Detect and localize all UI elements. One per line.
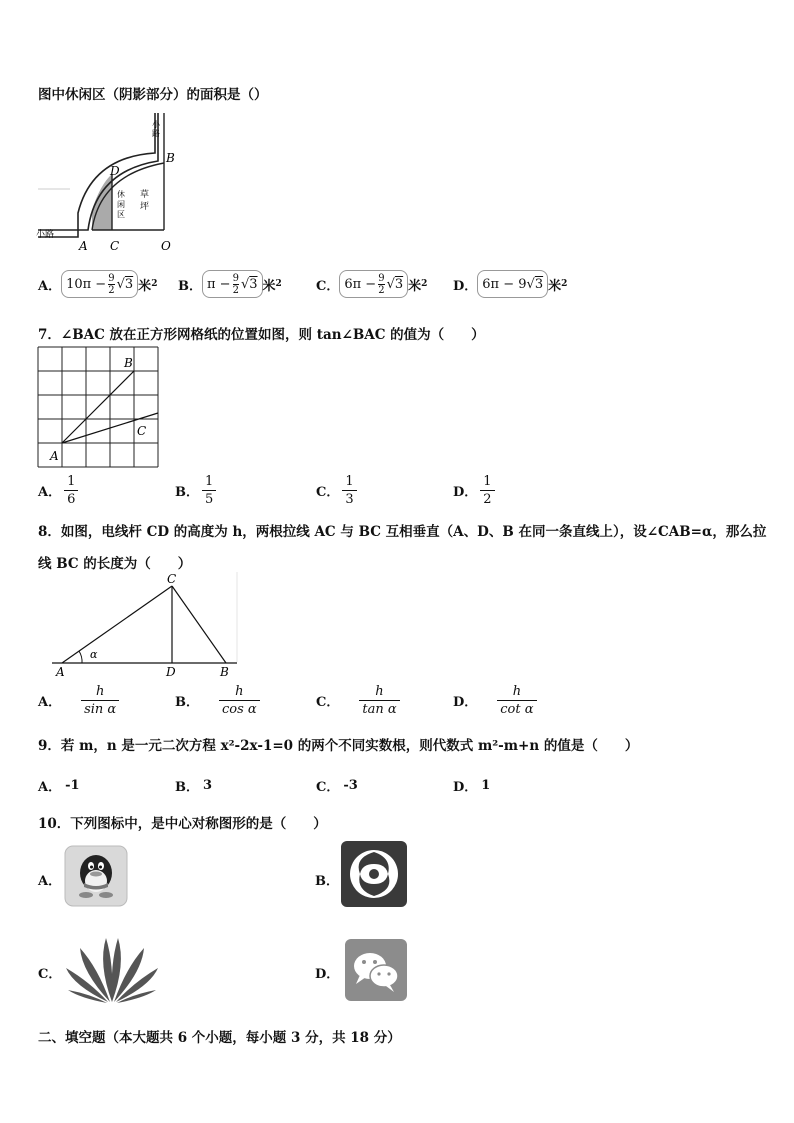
q6-rest-label: 休闲区 (117, 190, 125, 219)
option-label: A． (38, 278, 62, 294)
chat-bubbles-icon[interactable] (344, 938, 408, 1002)
option-value: -3 (343, 778, 358, 793)
option-label: A． (38, 485, 62, 500)
frac-num: 1 (205, 474, 214, 489)
q8-stem-line1: 8．如图，电线杆 CD 的高度为 h，两根拉线 AC 与 BC 互相垂直（A、D、B 在同一条直线上），设∠CAB=α，那么拉 (38, 524, 767, 540)
option-label: D． (453, 278, 478, 294)
q10-option-c-label: C． (38, 967, 62, 982)
q6-point-B: B (166, 151, 175, 165)
option-label: D． (453, 695, 478, 710)
option-expression (477, 270, 548, 298)
sqrt-icon: √ (526, 276, 535, 292)
option-label: C． (316, 278, 340, 294)
q8-option-d[interactable] (453, 684, 540, 717)
q6-road-top-label: 小路 (152, 120, 160, 138)
frac-den: sin α (81, 700, 119, 717)
q9-stem: 9．若 m，n 是一元二次方程 x²-2x-1=0 的两个不同实数根，则代数式 m²-m+n 的值是（ ） (38, 738, 639, 754)
q9-option-b[interactable] (175, 776, 212, 795)
unit-sup: 2 (421, 279, 428, 289)
frac-den: 5 (202, 490, 216, 507)
unit-sup: 2 (561, 279, 568, 289)
q8-point-B: B (220, 665, 229, 679)
frac-num: h (512, 684, 522, 699)
frac-den: 2 (480, 490, 494, 507)
q9-option-a[interactable] (38, 776, 80, 795)
q6-option-d[interactable] (453, 270, 567, 298)
q6-option-b[interactable] (178, 270, 282, 298)
q8-point-D: D (166, 665, 176, 679)
q8-angle-alpha: α (90, 648, 98, 661)
q8-option-c[interactable] (316, 684, 403, 717)
q10-option-b-label: B． (315, 874, 339, 889)
option-value: 3 (203, 778, 213, 793)
q7-option-b[interactable] (175, 474, 219, 507)
q6-stem: 图中休闲区（阴影部分）的面积是（） (38, 87, 268, 103)
frac-num: 9 (232, 272, 239, 284)
expr-pre: 6π − 9 (482, 276, 527, 292)
q8-point-A: A (56, 665, 65, 679)
frac-den: 2 (108, 284, 115, 296)
swirl-icon[interactable] (340, 840, 408, 908)
option-label: C． (316, 695, 340, 710)
q9-option-c[interactable] (316, 776, 358, 795)
q7-option-c[interactable] (316, 474, 360, 507)
unit-sup: 2 (151, 279, 158, 289)
option-label: D． (453, 780, 478, 795)
expr-pre: π − (207, 276, 231, 292)
option-label: B． (178, 278, 202, 294)
option-label: C． (316, 780, 340, 795)
q6-option-c[interactable] (316, 270, 427, 298)
unit: 米 (262, 278, 276, 294)
sqrt-icon: √ (116, 276, 125, 292)
option-expression (339, 270, 408, 298)
q6-point-D: D (110, 164, 120, 178)
sqrt-icon: √ (240, 276, 250, 292)
option-value: 1 (481, 778, 491, 793)
section2-title: 二、填空题（本大题共 6 个小题，每小题 3 分，共 18 分） (38, 1030, 401, 1046)
q6-point-O: O (161, 239, 171, 253)
q10-option-a-label: A． (38, 874, 62, 889)
q8-stem-line2: 线 BC 的长度为（ ） (38, 556, 192, 572)
frac-num: 9 (378, 272, 385, 284)
radicand: 3 (124, 276, 134, 292)
option-expression (202, 270, 263, 298)
option-label: B． (175, 485, 199, 500)
q6-point-C: C (110, 239, 120, 253)
q6-option-a[interactable] (38, 270, 157, 298)
frac-num: 9 (108, 272, 115, 284)
expr-pre: 10π − (66, 276, 107, 292)
q10-option-d-label: D． (315, 967, 340, 982)
sqrt-icon: √ (386, 276, 395, 292)
unit-sup: 2 (275, 279, 282, 289)
q6-road-left-label: 小路 (36, 229, 55, 239)
frac-den: tan α (359, 700, 399, 717)
q7-grid-figure (36, 345, 162, 471)
q6-figure (30, 105, 190, 255)
q7-point-B: B (124, 356, 133, 370)
radicand: 3 (534, 276, 544, 292)
radicand: 3 (249, 276, 258, 292)
frac-den: 2 (378, 284, 385, 296)
frac-den: cot α (497, 700, 536, 717)
q8-figure (50, 570, 245, 682)
option-label: A． (38, 780, 62, 795)
frac-num: h (235, 684, 244, 699)
q7-stem: 7．∠BAC 放在正方形网格纸的位置如图，则 tan∠BAC 的值为（ ） (38, 327, 485, 343)
option-label: D． (453, 485, 478, 500)
frac-num: h (95, 684, 105, 699)
petal-fan-icon[interactable] (62, 934, 162, 1006)
option-label: B． (175, 695, 199, 710)
option-label: A． (38, 695, 62, 710)
q10-stem: 10．下列图标中，是中心对称图形的是（ ） (38, 816, 327, 832)
frac-num: 1 (67, 474, 76, 489)
frac-den: 6 (64, 490, 78, 507)
frac-num: 1 (483, 474, 492, 489)
q9-option-d[interactable] (453, 776, 490, 795)
option-expression (61, 270, 138, 298)
unit: 米 (138, 278, 152, 294)
unit: 米 (408, 278, 422, 294)
frac-num: 1 (345, 474, 354, 489)
penguin-icon[interactable] (64, 845, 128, 907)
q6-lawn-label: 草坪 (140, 190, 150, 212)
q7-point-A: A (50, 449, 59, 463)
q6-point-A: A (79, 239, 88, 253)
option-value: -1 (65, 778, 80, 793)
q8-point-C: C (167, 572, 177, 586)
option-label: C． (316, 485, 340, 500)
frac-den: 2 (232, 284, 239, 296)
frac-den: 3 (342, 490, 356, 507)
frac-num: h (375, 684, 384, 699)
frac-den: cos α (219, 700, 260, 717)
q8-option-b[interactable] (175, 684, 263, 717)
q7-option-a[interactable] (38, 474, 81, 507)
q8-option-a[interactable] (38, 684, 122, 717)
q7-point-C: C (137, 424, 147, 438)
unit: 米 (548, 278, 562, 294)
q7-option-d[interactable] (453, 474, 498, 507)
expr-pre: 6π − (344, 276, 377, 292)
option-label: B． (175, 780, 199, 795)
radicand: 3 (394, 276, 404, 292)
